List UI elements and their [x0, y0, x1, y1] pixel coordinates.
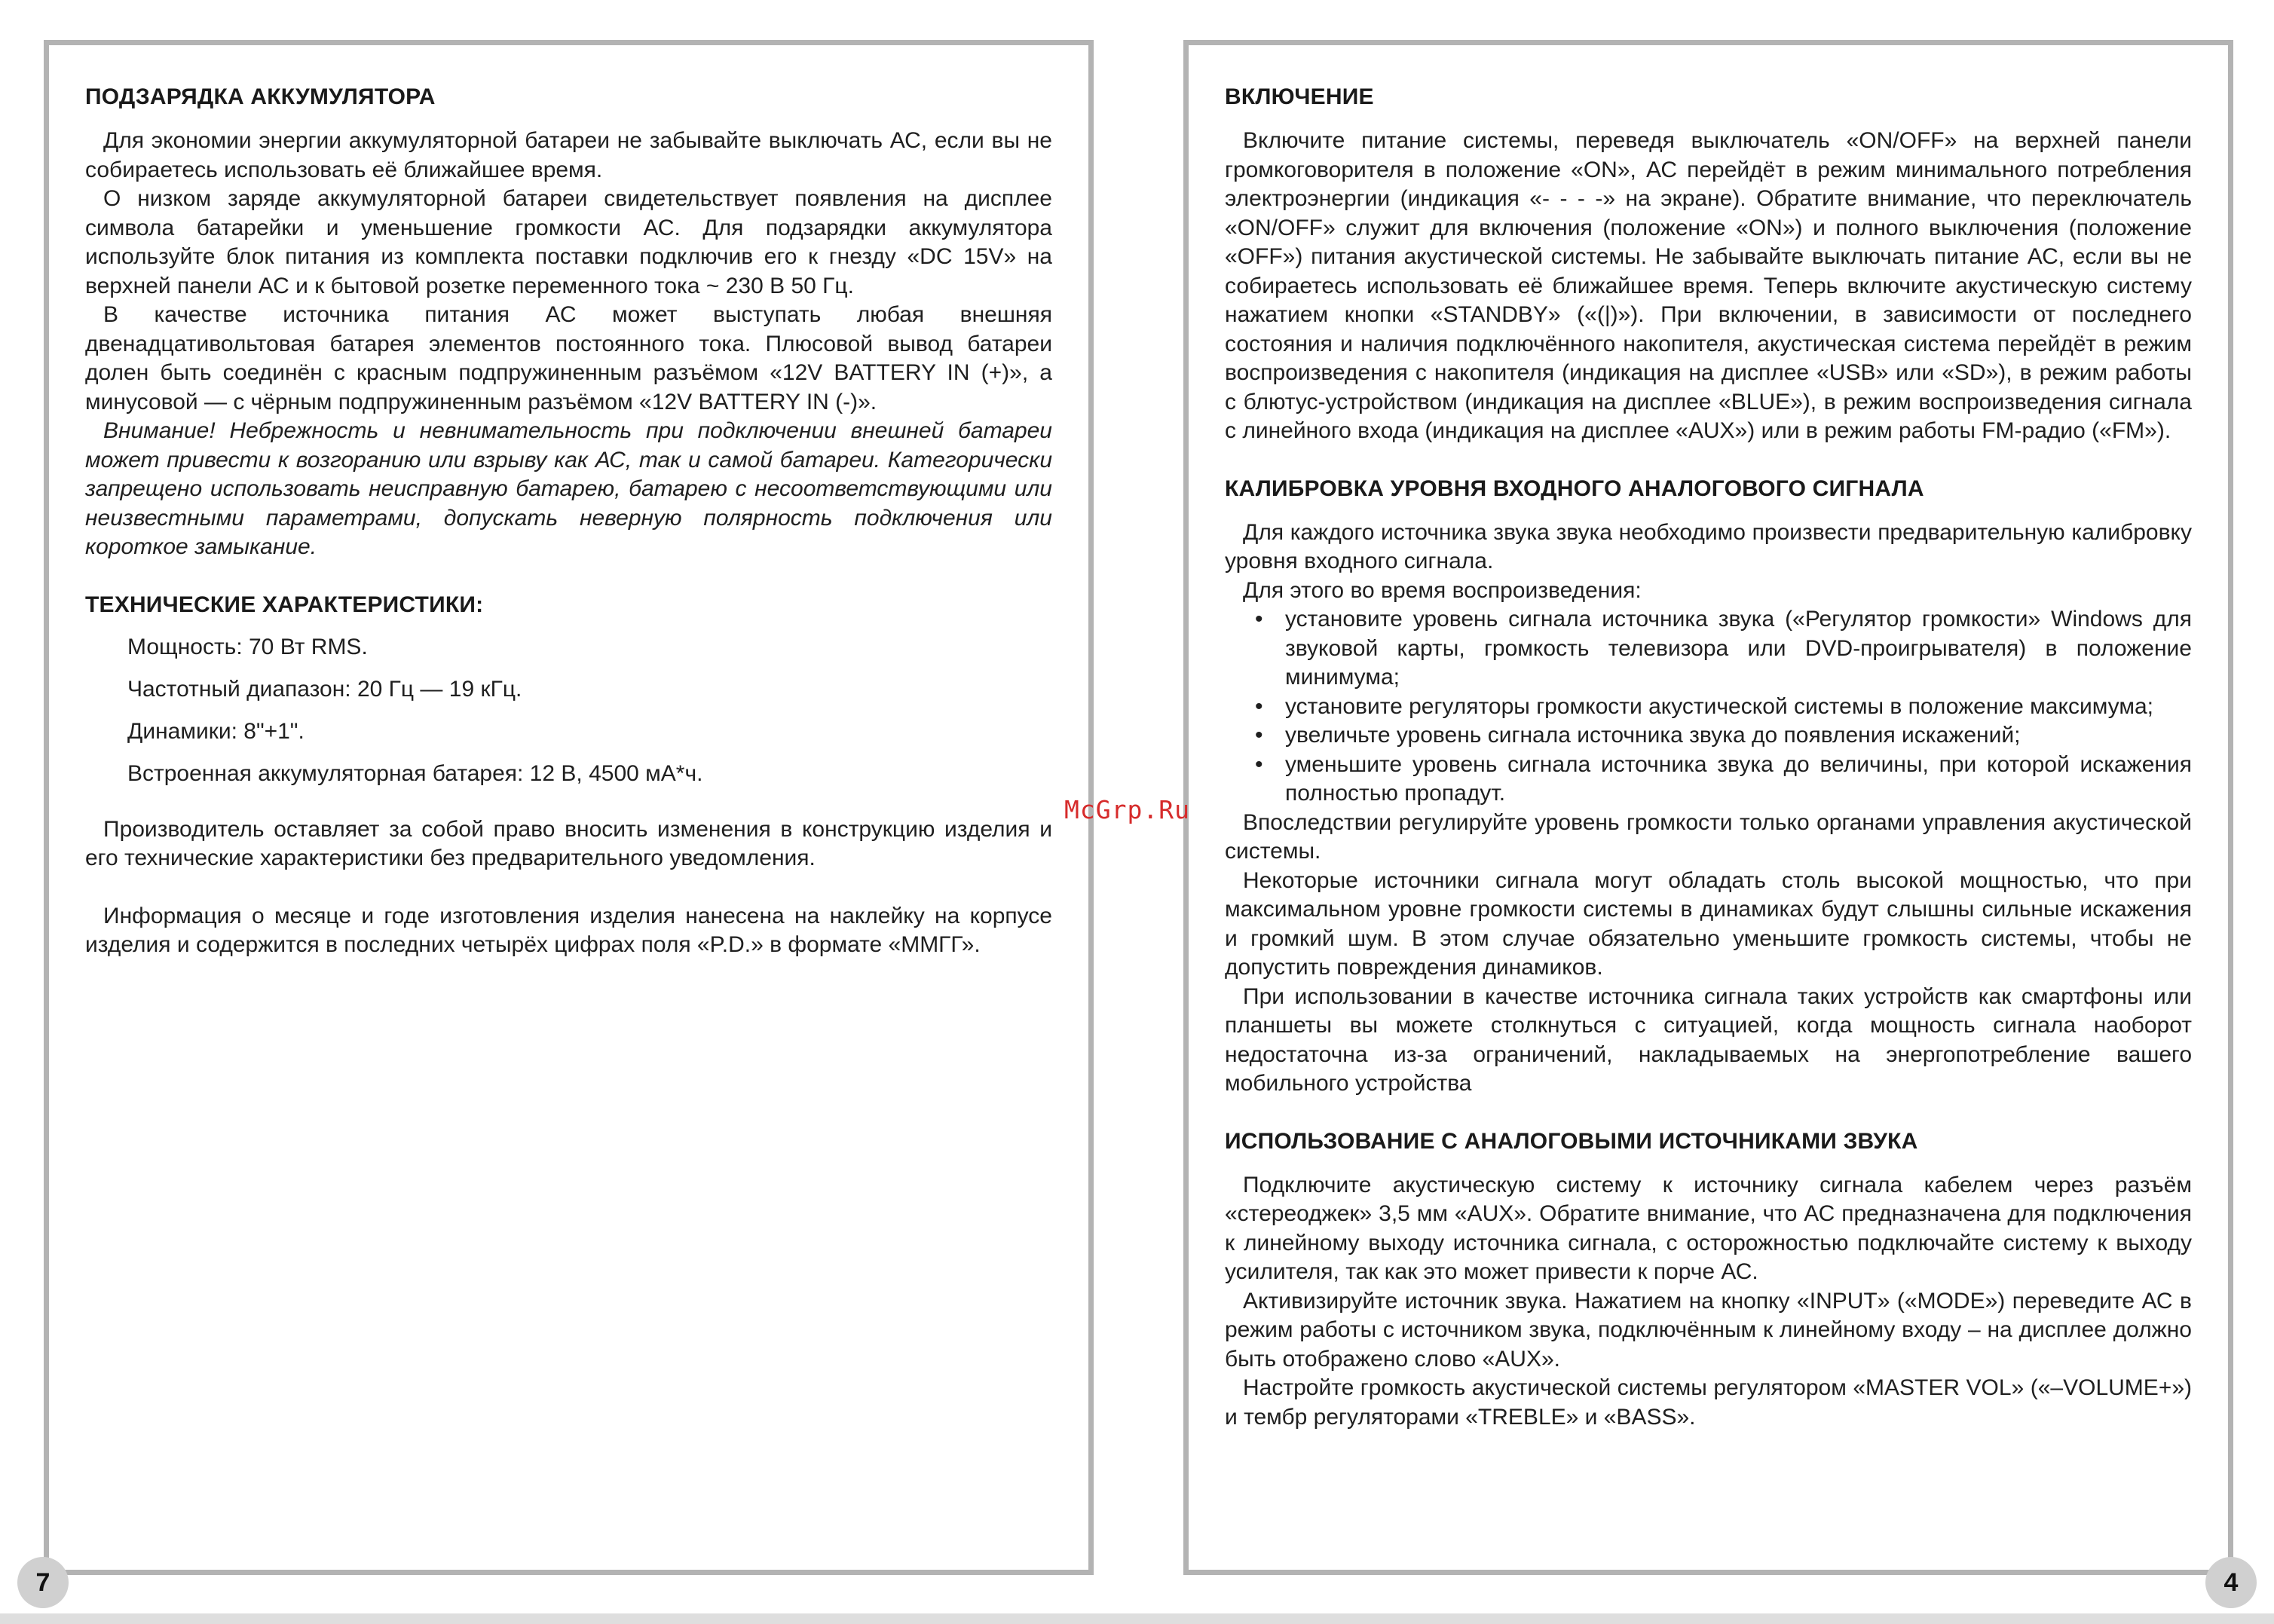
- spec-item: Динамики: 8"+1".: [127, 718, 305, 744]
- left-page-content: [85, 83, 1052, 960]
- calibration-steps-list: [1225, 605, 2192, 809]
- page-number-left: 7: [17, 1557, 69, 1608]
- left-page: [44, 40, 1094, 1575]
- heading-specifications: ТЕХНИЧЕСКИЕ ХАРАКТЕРИСТИКИ:: [85, 592, 484, 617]
- calibration-paragraph-5: При использовании в качестве источника сигнала таких устройств как смартфоны или планшеты вы можете столкнуться с ситуацией, когда мощность сигнала наоборот недостаточна из-за ограничений, накладываемых на энергопотребление вашего мобильного устройства: [1225, 983, 2192, 1096]
- bullet-icon: •: [1255, 607, 1263, 632]
- watermark: McGrp.Ru: [1064, 795, 1190, 824]
- list-item-text: установите уровень сигнала источника звука («Регулятор громкости» Windows для звуковой карты, громкость телевизора или DVD-проигрывателя) в положение минимума;: [1285, 607, 2192, 690]
- spec-item: Мощность: 70 Вт RMS.: [127, 634, 368, 659]
- bottom-band: [0, 1613, 2274, 1624]
- calibration-paragraph-4: Некоторые источники сигнала могут обладать столь высокой мощностью, что при максимальном уровне громкости системы в динамиках будут слышны сильные искажения и громкий шум. В этом случае обязательно уменьшите громкость системы, чтобы не допустить повреждения динамиков.: [1225, 867, 2192, 980]
- charge-paragraph-3: В качестве источника питания АС может выступать любая внешняя двенадцативольтовая батарея элементов постоянного тока. Плюсовой вывод батареи долен быть соединён с красным подпружиненным разъёмом «12V BATTERY IN (+)», а минусовой — с чёрным подпружиненным разъёмом «12V BATTERY IN (-)».: [85, 302, 1052, 414]
- analog-paragraph-1: Подключите акустическую систему к источнику сигнала кабелем через разъём «стереоджек» 3,5 мм «AUX». Обратите внимание, что АС предназначена для подключения к линейному выходу источника сигнала, с осторожностью подключайте систему к выходу усилителя, так как это может привести к порче АС.: [1225, 1172, 2192, 1284]
- list-item-text: увеличьте уровень сигнала источника звука до появления искажений;: [1285, 723, 2021, 748]
- heading-analog-sources: ИСПОЛЬЗОВАНИЕ С АНАЛОГОВЫМИ ИСТОЧНИКАМИ ЗВУКА: [1225, 1128, 1918, 1154]
- heading-power-on: ВКЛЮЧЕНИЕ: [1225, 84, 1374, 109]
- list-item-text: установите регуляторы громкости акустической системы в положение максимума;: [1285, 693, 2153, 719]
- bullet-icon: •: [1255, 751, 1263, 777]
- production-date-note: Информация о месяце и годе изготовления изделия нанесена на наклейку на корпусе изделия и содержится в последних четырёх цифрах поля «P.D.» в формате «ММГГ».: [85, 903, 1052, 957]
- calibration-paragraph-3: Впоследствии регулируйте уровень громкости только органами управления акустической системы.: [1225, 809, 2192, 864]
- manufacturer-note: Производитель оставляет за собой право вносить изменения в конструкцию изделия и его технические характеристики без предварительного уведомления.: [85, 816, 1052, 870]
- spec-item: Частотный диапазон: 20 Гц — 19 кГц.: [127, 676, 522, 702]
- calibration-paragraph-2: Для этого во время воспроизведения:: [1243, 577, 1642, 603]
- right-page: [1183, 40, 2233, 1575]
- spec-item: Встроенная аккумуляторная батарея: 12 В, 4500 мА*ч.: [127, 760, 703, 786]
- bullet-icon: •: [1255, 723, 1263, 748]
- charge-paragraph-1: Для экономии энергии аккумуляторной батареи не забывайте выключать АС, если вы не собираетесь использовать её ближайшее время.: [85, 128, 1052, 182]
- analog-paragraph-3: Настройте громкость акустической системы регулятором «MASTER VOL» («–VOLUME+») и тембр регуляторами «TREBLE» и «BASS».: [1225, 1375, 2192, 1430]
- bullet-icon: •: [1255, 693, 1263, 719]
- page-number-right: 4: [2205, 1557, 2257, 1608]
- list-item: [1255, 721, 2192, 751]
- list-item-text: уменьшите уровень сигнала источника звука до величины, при которой искажения полностью пропадут.: [1285, 751, 2192, 806]
- analog-paragraph-2: Активизируйте источник звука. Нажатием на кнопку «INPUT» («MODE») переведите АС в режим работы с источником звука, подключённым к линейному входу – на дисплее должно быть отображено слово «AUX».: [1225, 1288, 2192, 1372]
- right-page-content: [1225, 83, 2192, 1432]
- list-item: [1255, 605, 2192, 693]
- heading-calibration: КАЛИБРОВКА УРОВНЯ ВХОДНОГО АНАЛОГОВОГО СИГНАЛА: [1225, 476, 1924, 501]
- battery-warning: Внимание! Небрежность и невнимательность при подключении внешней батареи может привести к возгоранию или взрыву как АС, так и самой батареи. Категорически запрещено использовать неисправную батарею, батарею с несоответствующими или неизвестными параметрами, допускать неверную полярность подключения или короткое замыкание.: [85, 418, 1052, 559]
- list-item: [1255, 751, 2192, 809]
- power-on-paragraph: Включите питание системы, переведя выключатель «ON/OFF» на верхней панели громкоговорителя в положение «ON», АС перейдёт в режим минимального потребления электроэнергии (индикация «- - - -» на экране). Обратите внимание, что переключатель «ON/OFF» служит для включения (положение «ON») и полного выключения (положение «OFF») питания акустической системы. Не забывайте выключать питание АС, если вы не собираетесь использовать её ближайшее время. Теперь включите акустическую систему нажатием кнопки «STANDBY» («(|)»). При включении, в зависимости от последнего состояния и наличия подключённого накопителя, акустическая система перейдёт в режим воспроизведения с накопителя (индикация на дисплее «USB» или «SD»), в режим работы с блютус-устройством (индикация на дисплее «BLUE»), в режим воспроизведения сигнала с линейного входа (индикация на дисплее «AUX») или в режим работы FM-радио («FM»).: [1225, 128, 2192, 443]
- charge-paragraph-2: О низком заряде аккумуляторной батареи свидетельствует появления на дисплее символа батарейки и уменьшение громкости АС. Для подзарядки аккумулятора используйте блок питания из комплекта поставки подключив его к гнезду «DC 15V» на верхней панели АС и к бытовой розетке переменного тока ~ 230 В 50 Гц.: [85, 186, 1052, 298]
- heading-battery-charging: ПОДЗАРЯДКА АККУМУЛЯТОРА: [85, 84, 436, 109]
- list-item: [1255, 693, 2192, 722]
- calibration-paragraph-1: Для каждого источника звука звука необходимо произвести предварительную калибровку уровня входного сигнала.: [1225, 519, 2192, 573]
